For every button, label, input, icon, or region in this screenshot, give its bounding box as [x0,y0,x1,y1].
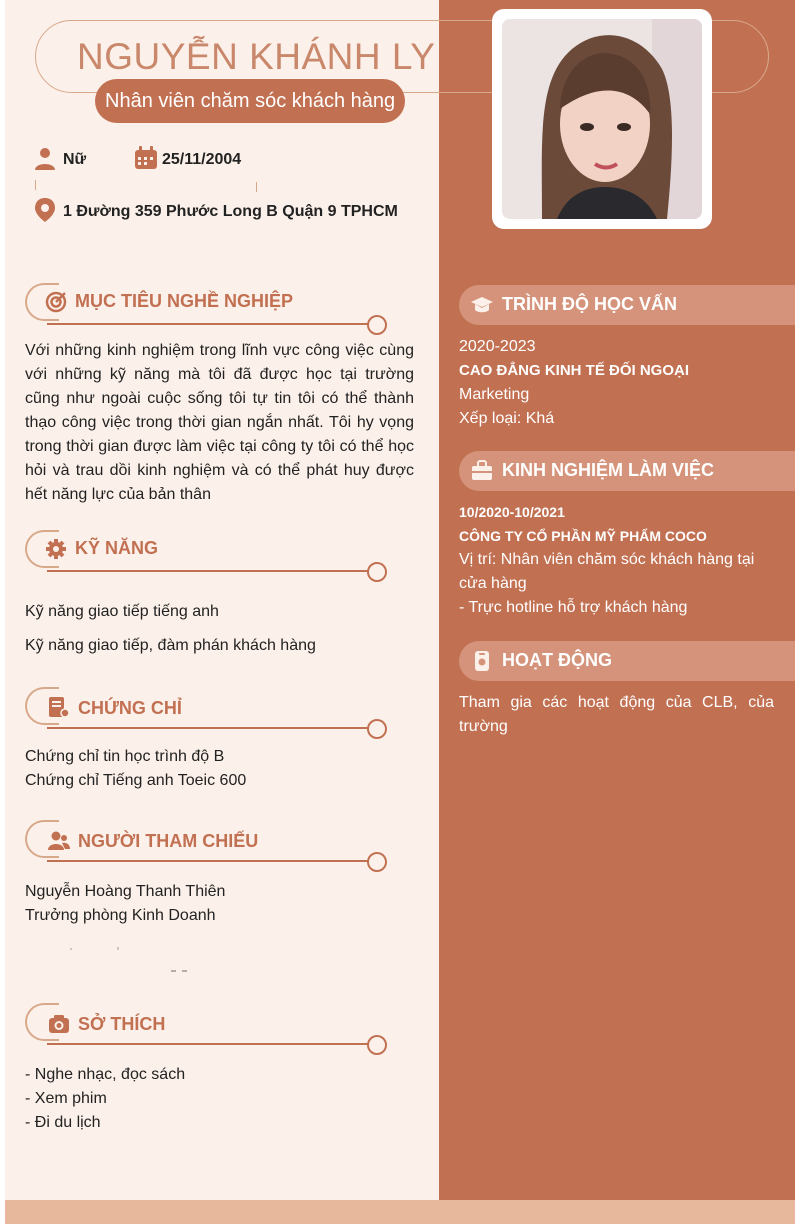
faint-text-remnant [65,944,195,974]
address-value: 1 Đường 359 Phước Long B Quận 9 TPHCM [63,203,398,220]
badge-icon [471,650,493,672]
hobbies-list [25,1063,414,1135]
users-icon [48,830,70,852]
candidate-name: NGUYỄN KHÁNH LY [77,36,436,77]
activities-title: HOẠT ĐỘNG [502,650,612,670]
references-title: NGƯỜI THAM CHIẾU [78,831,259,851]
education-rank: Xếp loại: Khá [459,410,555,427]
education-section-header [459,285,795,325]
certificates-section-header [25,687,389,729]
certificate-item: Chứng chỉ Tiếng anh Toeic 600 [25,772,247,789]
skills-section-header [25,530,389,572]
skill-item: Kỹ năng giao tiếp tiếng anh [25,603,219,620]
gender-value: Nữ [63,151,87,168]
location-pin-icon [33,198,57,222]
briefcase-icon [471,460,493,482]
education-major: Marketing [459,386,530,403]
education-period: 2020-2023 [459,338,536,355]
objective-section-header [25,283,389,325]
job-title-badge: Nhân viên chăm sóc khách hàng [95,79,405,123]
cv-page [5,0,795,1224]
objective-text: Với những kinh nghiệm trong lĩnh vực công việc cùng với những kỹ năng mà tôi đã được học tại trường cũng như ngoài cuộc sống tôi tự tin tôi có thể thành thạo công việc trong thời gian ngắn nhất. Tôi hy vọng trong thời gian được làm việc tại công ty tôi có thể học hỏi và trau dồi kinh nghiệm và có thể phát huy được hết năng lực của bản thân [25,342,414,503]
reference-position: Trưởng phòng Kinh Doanh [25,907,216,924]
hobby-item: - Đi du lịch [25,1114,101,1131]
objective-title: MỤC TIÊU NGHỀ NGHIỆP [75,291,294,311]
certificate-item: Chứng chỉ tin học trình độ B [25,748,225,765]
skill-item: Kỹ năng giao tiếp, đàm phán khách hàng [25,637,316,654]
hobby-item: - Nghe nhạc, đọc sách [25,1066,186,1083]
hobbies-section-header [25,1003,389,1045]
divider-mark [256,182,257,192]
divider-mark [35,180,36,190]
skills-list [25,600,414,658]
target-icon [45,291,67,313]
bottom-band [5,1200,795,1224]
camera-icon [48,1013,70,1035]
activities-text: Tham gia các hoạt động của CLB, của trường [459,694,774,735]
experience-title: KINH NGHIỆM LÀM VIỆC [502,460,715,480]
skills-title: KỸ NĂNG [75,538,159,558]
profile-photo [502,19,702,219]
references-info [25,880,414,928]
person-icon [33,146,57,170]
experience-period: 10/2020-10/2021 [459,504,565,520]
certificates-title: CHỨNG CHỈ [78,698,182,718]
calendar-icon [134,146,158,170]
graduation-cap-icon [471,294,493,316]
birthdate-value: 25/11/2004 [162,151,242,168]
references-section-header [25,820,389,862]
education-school: CAO ĐẲNG KINH TẾ ĐỐI NGOẠI [459,362,690,379]
experience-info [459,500,774,620]
experience-section-header [459,451,795,491]
experience-duty: - Trực hotline hỗ trợ khách hàng [459,599,688,616]
experience-company: CÔNG TY CỔ PHẦN MỸ PHẨM COCO [459,528,707,544]
certificate-icon [48,697,70,719]
hobbies-title: SỞ THÍCH [78,1014,166,1034]
activities-section-header [459,641,795,681]
experience-role: Vị trí: Nhân viên chăm sóc khách hàng tại cửa hàng [459,551,755,592]
gear-icon [45,538,67,560]
certificates-list [25,745,414,793]
hobby-item: - Xem phim [25,1090,107,1107]
education-title: TRÌNH ĐỘ HỌC VẤN [502,294,677,314]
reference-name: Nguyễn Hoàng Thanh Thiên [25,883,226,900]
profile-photo-frame [492,9,712,229]
education-info [459,335,774,431]
